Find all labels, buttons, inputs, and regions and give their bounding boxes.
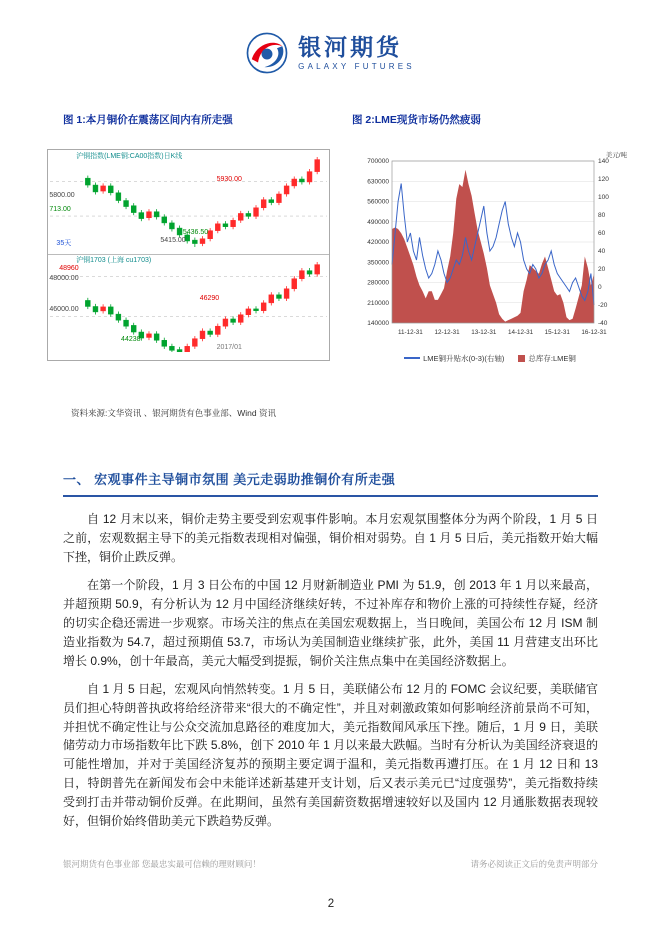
footer-left-text: 银河期货有色事业部 您最忠实最可信赖的理财顾问！ <box>63 859 261 869</box>
svg-text:420000: 420000 <box>367 239 389 246</box>
svg-text:美元/吨: 美元/吨 <box>605 152 627 159</box>
chart-annotation: 5415.00 <box>160 237 186 245</box>
svg-text:60: 60 <box>598 230 606 237</box>
chart-annotation: 5436.50 <box>182 229 209 237</box>
chart-annotation: 46290 <box>199 294 220 302</box>
paragraph-3: 自 1 月 5 日起，宏观风向悄然转变。1 月 5 日，美联储公布 12 月的 FOMC 会议纪要，美联储官员们担心特朗普执政将给经济带来“很大的不确定性”，并且对刺激政策如何影响经济前景尚不可知，并担忧不确定性让与公众交流加息路径的难度加大，美元指数闻风承压下挫。随后，1 月 9 日，美联储劳动力市场指数年比下跌 5.8%，创下 2010 年 1 月以来最大跌幅。当时有分析认为美国经济衰退的可能性增加，并对于美国经济复苏的预期主要定调于温和，美元指数再遭打压。在 1 月 12 日和 13 日，特朗普先在新闻发布会中未能详述新基建开支计划，后又表示美元已“过度强势”，美元指数持续受到打击并带动铜价反弹。在此期间，虽然有美国薪资数据增速较好以及国内 12 月通胀数据表现较好，但铜价始终借助美元下跌趋势反弹。 <box>63 681 598 829</box>
svg-text:100: 100 <box>598 194 609 201</box>
chart-annotation: 2017/01 <box>216 344 242 352</box>
chart-annotation: 46000.00 <box>49 305 79 313</box>
svg-text:210000: 210000 <box>367 299 389 307</box>
figure2-title: 图 2:LME现货市场仍然疲弱 <box>352 114 481 126</box>
svg-text:280000: 280000 <box>367 279 389 287</box>
brand-name-cn: 银河期货 <box>298 33 403 60</box>
svg-text:630000: 630000 <box>367 178 389 186</box>
svg-text:350000: 350000 <box>367 259 389 267</box>
candle-panel-index <box>48 150 329 254</box>
legend-label: LME铜升贴水(0-3)(右轴) <box>423 353 505 363</box>
legend-label: 总库存:LME铜 <box>528 353 576 363</box>
section-macro <box>63 469 598 831</box>
legend-line-marker-icon <box>404 357 420 359</box>
chart-annotation: 5930.00 <box>216 176 242 183</box>
candlestick-svg-index <box>48 150 329 254</box>
brand-text <box>298 35 415 71</box>
lme-inventory-premium-svg <box>352 149 628 345</box>
candle-panel-cu1703 <box>48 255 329 359</box>
header <box>63 28 598 78</box>
svg-text:560000: 560000 <box>367 198 389 206</box>
figure1-candlestick-chart <box>47 149 330 361</box>
brand-name-en: GALAXY FUTURES <box>298 62 415 72</box>
footer-right-text: 请务必阅读正文后的免责声明部分 <box>470 859 598 869</box>
candlestick-svg-cu1703 <box>48 255 329 359</box>
legend-item <box>404 353 504 364</box>
page-footer <box>63 858 598 870</box>
svg-text:14-12-31: 14-12-31 <box>507 329 534 336</box>
svg-text:13-12-31: 13-12-31 <box>471 329 497 336</box>
source-note: 资料来源:文华资讯 、银河期货有色事业部、Wind 资讯 <box>71 408 276 418</box>
svg-text:140000: 140000 <box>367 320 389 327</box>
chart-annotation: 沪铜指数(LME铜:CA00指数)日K线 <box>76 153 183 161</box>
chart-annotation: 5800.00 <box>49 191 75 199</box>
svg-text:0: 0 <box>598 284 602 291</box>
svg-text:700000: 700000 <box>367 158 389 165</box>
svg-text:140: 140 <box>598 158 609 165</box>
figure-titles-row <box>63 112 598 127</box>
svg-text:-20: -20 <box>598 302 608 309</box>
legend-area-marker-icon <box>518 355 525 362</box>
svg-text:80: 80 <box>598 212 606 219</box>
figure2-lme-chart <box>352 149 628 361</box>
figure1-title: 图 1:本月铜价在震荡区间内有所走强 <box>63 114 233 126</box>
chart-annotation: 713.00 <box>49 206 71 214</box>
chart-annotation: 48000.00 <box>49 274 79 282</box>
charts-row <box>47 149 628 361</box>
chart-annotation: 48960 <box>59 265 79 273</box>
svg-text:20: 20 <box>598 266 606 273</box>
chart-annotation: 35天 <box>56 240 72 248</box>
body-text <box>63 510 598 831</box>
chart-annotation: 沪铜1703 (上海 cu1703) <box>76 257 152 265</box>
svg-text:40: 40 <box>598 248 606 255</box>
paragraph-2: 在第一个阶段，1 月 3 日公布的中国 12 月财新制造业 PMI 为 51.9，创 2013 年 1 月以来最高，并超预期 50.9，有分析认为 12 月中国经济继续好转，不过补库存和物价上涨的可持续性存疑，经济的切实企稳还需进一步观察。市场关注的焦点在美国宏观数据上，当日晚间，美国公布 12 月 ISM 制造业指数为 54.7，超过预期值 53.7，市场认为美国制造业继续扩张，此外，美国 11 月营建支出环比增长 0.9%，创十年最高，美元大幅受到提振，铜价关注焦点集中在美国经济数据上。 <box>63 577 598 668</box>
svg-text:15-12-31: 15-12-31 <box>544 329 570 336</box>
svg-text:-40: -40 <box>598 320 608 327</box>
chart-annotation: 44238 <box>121 336 141 344</box>
section-title: 一、 宏观事件主导铜市氛围 美元走弱助推铜价有所走强 <box>63 469 598 497</box>
svg-text:120: 120 <box>598 176 609 183</box>
lme-legend <box>352 350 628 366</box>
svg-text:16-12-31: 16-12-31 <box>581 329 607 336</box>
legend-item <box>518 353 576 364</box>
svg-text:12-12-31: 12-12-31 <box>434 329 460 336</box>
galaxy-futures-logo-icon <box>246 32 288 74</box>
page-number: 2 <box>327 898 335 910</box>
svg-text:490000: 490000 <box>367 218 389 226</box>
paragraph-1: 自 12 月末以来，铜价走势主要受到宏观事件影响。本月宏观氛围整体分为两个阶段，1 月 5 日之前，宏观数据主导下的美元指数表现相对偏强，铜价相对弱势。自 1 月 5 日后，美元指数开始大幅下挫，铜价止跌反弹。 <box>63 512 598 564</box>
svg-text:11-12-31: 11-12-31 <box>397 329 423 336</box>
